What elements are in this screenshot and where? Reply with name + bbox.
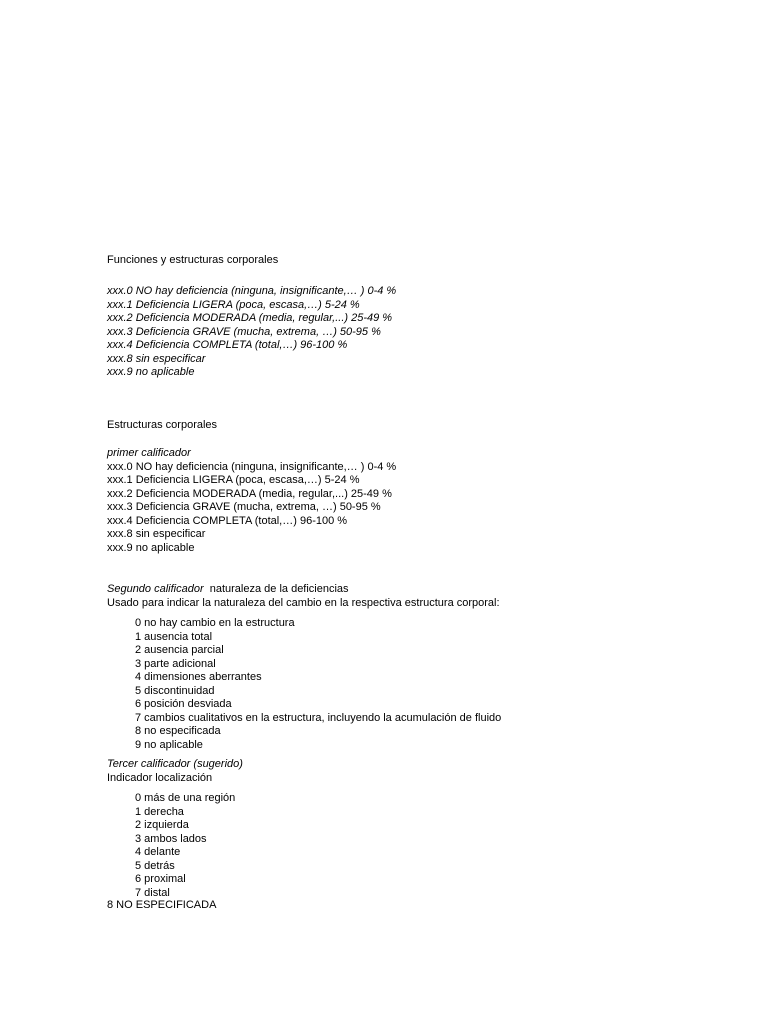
list-item: 3 ambos lados — [135, 832, 207, 845]
list-item: 0 más de una región — [135, 792, 236, 804]
section3-label-rest: naturaleza de la deficiencias — [203, 583, 349, 595]
list-item: 9 no aplicable — [135, 738, 203, 751]
list-item: xxx.9 no aplicable — [107, 366, 195, 378]
list-item: 2 ausencia parcial — [135, 644, 224, 656]
list-item: 7 cambios cualitativos en la estructura, incluyendo la acumulación de fluido — [135, 711, 502, 724]
list-item: xxx.0 NO hay deficiencia (ninguna, insignificante,… ) 0-4 % — [107, 285, 397, 297]
list-item: xxx.3 Deficiencia GRAVE (mucha, extrema, …) 50-95 % — [107, 501, 381, 513]
list-item: xxx.4 Deficiencia COMPLETA (total,…) 96-100 % — [107, 339, 348, 351]
list-item: xxx.1 Deficiencia LIGERA (poca, escasa,…) 5-24 % — [107, 474, 360, 486]
list-item: 3 parte adicional — [135, 657, 216, 670]
list-item: 4 delante — [135, 846, 181, 858]
section2-subtitle: primer calificador — [107, 447, 191, 459]
list-item: xxx.9 no aplicable — [107, 541, 195, 554]
section4-trailing — [107, 899, 216, 913]
section2-title-text: Estructuras corporales — [107, 419, 218, 431]
list-item: 4 dimensiones aberrantes — [135, 671, 262, 683]
section2-list — [107, 447, 396, 555]
list-item: xxx.4 Deficiencia COMPLETA (total,…) 96-100 % — [107, 514, 348, 527]
section4-label: Tercer calificador (sugerido) — [107, 758, 243, 770]
list-item: xxx.3 Deficiencia GRAVE (mucha, extrema, …) 50-95 % — [107, 325, 381, 338]
section4-description: Indicador localización — [107, 771, 213, 784]
list-item: 1 derecha — [135, 805, 184, 818]
list-item: 6 posición desviada — [135, 698, 232, 710]
section3-list — [135, 617, 501, 752]
list-item: 5 detrás — [135, 859, 175, 872]
list-item: 8 no especificada — [135, 725, 221, 737]
list-item: xxx.2 Deficiencia MODERADA (media, regular,...) 25-49 % — [107, 312, 393, 324]
section2-title — [107, 419, 217, 433]
section1-title — [107, 254, 278, 268]
section1-title-text: Funciones y estructuras corporales — [107, 254, 279, 266]
section3-label-italic: Segundo calificador — [107, 583, 204, 595]
section3-description: Usado para indicar la naturaleza del cambio en la respectiva estructura corporal: — [107, 596, 500, 609]
list-item: xxx.8 sin especificar — [107, 528, 206, 540]
list-item: xxx.2 Deficiencia MODERADA (media, regular,...) 25-49 % — [107, 487, 392, 500]
list-item: 2 izquierda — [135, 819, 189, 831]
list-item: 5 discontinuidad — [135, 684, 215, 697]
list-item: 0 no hay cambio en la estructura — [135, 617, 295, 629]
section3-label — [107, 583, 500, 597]
list-item: 7 distal — [135, 886, 170, 899]
list-item: 1 ausencia total — [135, 630, 213, 643]
list-item: xxx.8 sin especificar — [107, 352, 206, 365]
list-item: xxx.0 NO hay deficiencia (ninguna, insignificante,… ) 0-4 % — [107, 460, 397, 473]
section4-header — [107, 758, 243, 785]
section4-list — [135, 792, 235, 900]
section3-header — [107, 583, 500, 610]
list-item: xxx.1 Deficiencia LIGERA (poca, escasa,…) 5-24 % — [107, 298, 360, 311]
section1-list — [107, 285, 396, 380]
section4-trailing-text: 8 NO ESPECIFICADA — [107, 899, 217, 911]
list-item: 6 proximal — [135, 873, 186, 885]
